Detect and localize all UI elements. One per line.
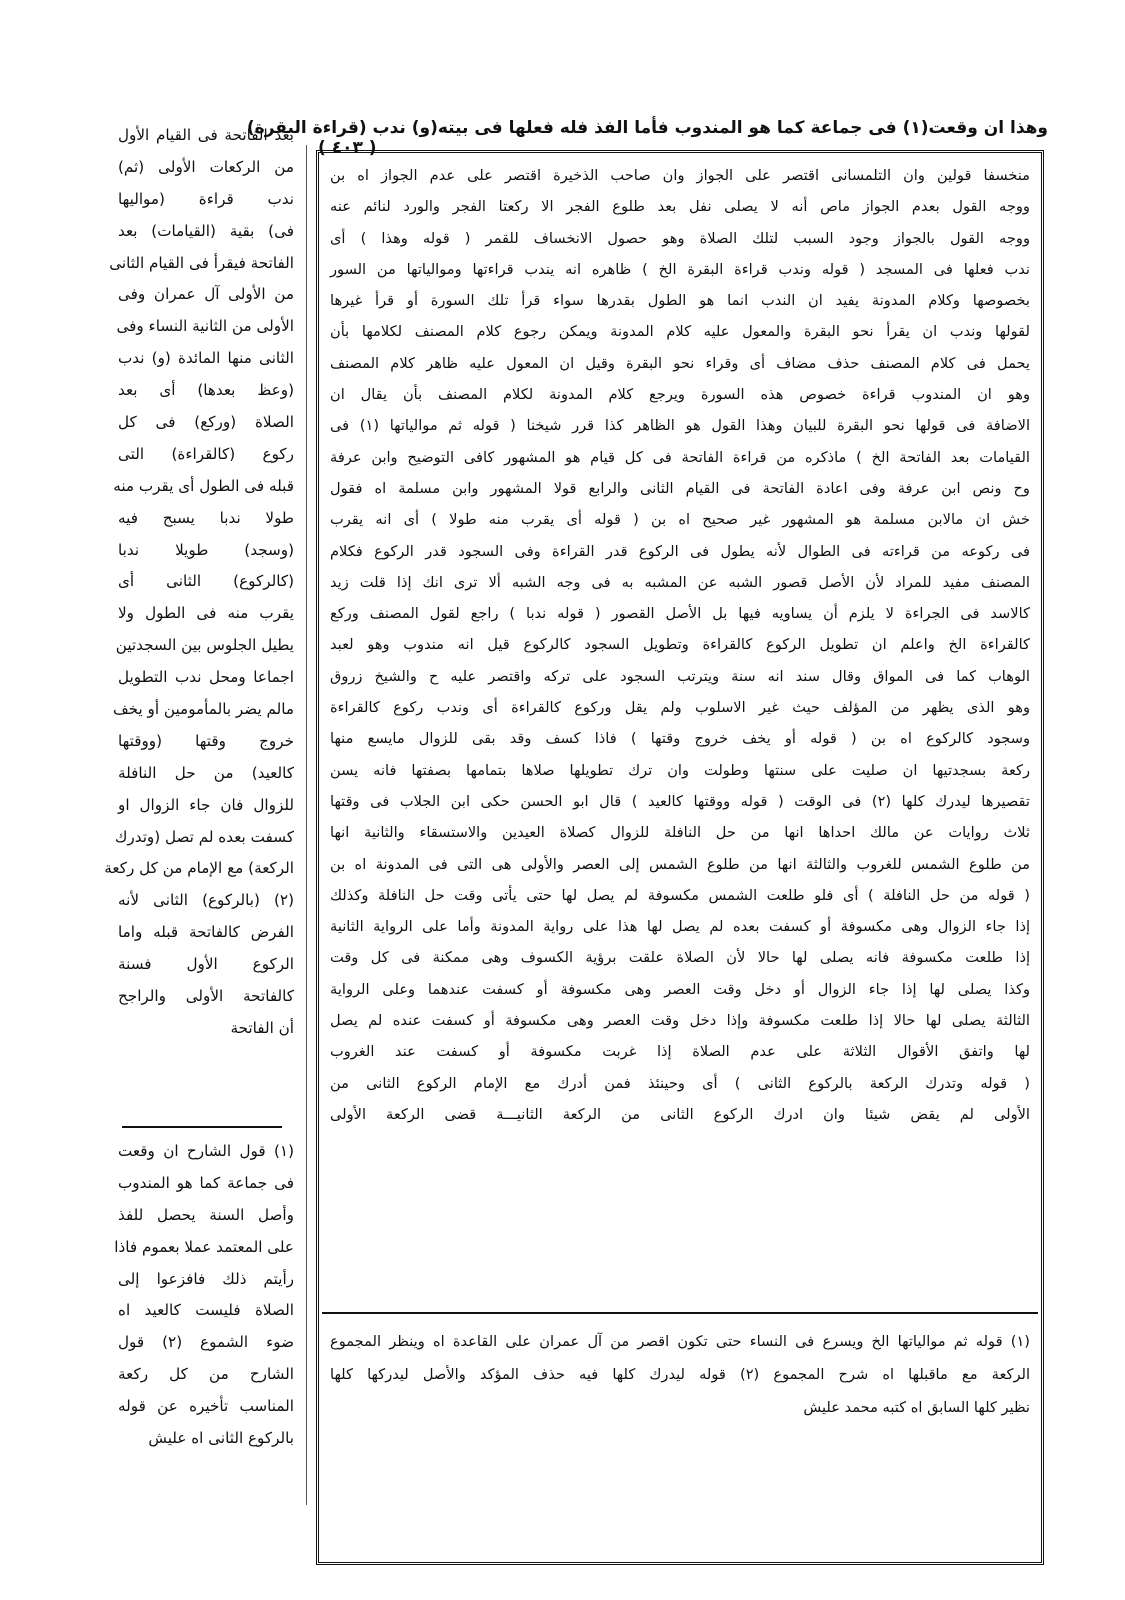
side-footnote-divider [122, 1126, 282, 1128]
side-footnote-line: بالركوع الثانى اه عليش [148, 1429, 294, 1448]
main-line: وهو الذى يظهر من المؤلف حيث غير الاسلوب ولم يقل وركوع كالقراءة أى وندب ركوع كالقراءة [330, 699, 1030, 717]
main-line: المصنف مفيد للمراد لأن الأصل قصور الشبه عن المشبه به فى وجه الشبه ألا ترى انك إذا قلت زيد [330, 573, 1030, 591]
side-line: الثانى منها المائدة (و) ندب [118, 349, 294, 368]
footnote-line: الركعة مع ماقبلها اه شرح المجموع (٢) قوله ليدرك كلها فيه حذف المؤكد والأصل ليدركها كلها [330, 1366, 1030, 1383]
footnote-divider [322, 1312, 1038, 1314]
page-number: ( ٤٠٣ ) [318, 138, 377, 158]
main-line: منخسفا قولين وان التلمسانى اقتصر على الجواز وان صاحب الذخيرة اقتصر على عدم الجواز اه بن [330, 167, 1030, 184]
side-line: ركوع (كالقراءة) التى [118, 444, 294, 463]
header-text: وهذا ان وقعت(١) فى جماعة كما هو المندوب فأما الفذ فله فعلها فى بيته(و) ندب (قراءة البقرة) [246, 118, 1048, 138]
side-matn-column [104, 120, 294, 1130]
main-line: الثالثة يصلى لها حالا إذا طلعت مكسوفة وإذا دخل وقت العصر وهى مكسوفة أو كسفت عنده لم يصل [330, 1012, 1030, 1030]
main-line: وهو ان المندوب قراءة خصوص هذه السورة ويرجع كلام المدونة لكلام المصنف بأن يقال ان [330, 386, 1030, 404]
side-line: الأولى من الثانية النساء وفى [116, 317, 294, 336]
main-line: كالقراءة الخ واعلم ان تطويل الركوع كالقراءة وتطويل السجود كالركوع قيل انه مندوب وهو لعبد [330, 636, 1030, 654]
side-footnote-line: المناسب تأخيره عن قوله [118, 1397, 294, 1416]
side-line: (٢) (بالركوع) الثانى لأنه [118, 891, 294, 910]
side-line: قبله فى الطول أى يقرب منه [113, 476, 294, 495]
side-line: الفاتحة فيقرأ فى القيام الثانى [109, 253, 294, 272]
side-line: مالم يضر بالمأمومين أو يخف [112, 700, 294, 719]
main-line: القيامات بعد الفاتحة الخ ) ماذكره من قراءة الفاتحة فى كل قيام هو المشهور كافى التوضيح وابن عرفة [330, 448, 1030, 466]
main-line: وكذا يصلى لها إذا جاء الزوال أو دخل وقت العصر وهى مكسوفة أو كسفت عندهما وعلى الرواية [330, 980, 1030, 998]
main-line: خش ان مالابن مسلمة هو المشهور غير صحيح اه بن ( قوله أى يقرب منه طولا ) أى انه يقرب [330, 511, 1030, 529]
main-line: الوهاب كما فى المواق وقال سند انه سنة ويترتب السجود على تركه واقتصر عليه ح والشيخ زروق [330, 667, 1030, 685]
side-footnote-line: رأيتم ذلك فافزعوا إلى [118, 1269, 294, 1288]
side-line: الركوع الأول فسنة [118, 955, 294, 974]
main-line: يحمل فى كلام المصنف حذف مضاف أى وقراء نحو البقرة وقيل ان المعول عليه ظاهر كلام المصنف [330, 354, 1030, 372]
side-line: كالفاتحة الأولى والراجح [118, 987, 294, 1006]
main-line: ووجه القول بالجواز وجود السبب لتلك الصلاة وهو حصول الانخساف للقمر ( قوله وهذا ) أى [330, 229, 1030, 247]
side-line: الركعة) مع الإمام من كل ركعة [104, 859, 294, 878]
footnote-line: (١) قوله ثم موالياتها الخ ويسرع فى النساء حتى تكون اقصر من آل عمران على القاعدة اه وينظر المجموع [330, 1333, 1030, 1350]
main-line: الاضافة فى قولها نحو البقرة للبيان وهذا القول هو الظاهر كذا قرر شيخنا ( قوله ثم موالياتها (١) فى [330, 417, 1030, 435]
main-line: ( قوله من حل النافلة ) أى فلو طلعت الشمس مكسوفة لم يصل لها حتى يأتى وقت حل النافلة وكذلك [330, 886, 1030, 904]
main-line: فى ركوعه من قراءته فى الطوال لأنه يطول فى الركوع قدر القراءة وفى السجود قدر الركوع فكلام [330, 542, 1030, 560]
main-line: من طلوع الشمس للغروب والثالثة انها من طلوع الشمس إلى العصر والأولى هى التى فى المدونة اه بن [330, 855, 1030, 873]
main-line: كالاسد فى الجراءة لا يلزم أن يساويه فيها بل الأصل القصور ( قوله ندبا ) راجع لقول المصنف وركع [330, 605, 1030, 623]
side-footnote-line: الصلاة فليست كالعيد اه [118, 1301, 294, 1320]
side-footnote-line: الشارح من كل ركعة [118, 1365, 294, 1384]
side-line: يطيل الجلوس بين السجدتين [115, 636, 294, 655]
main-line: وح ونص ابن عرفة وفى اعادة الفاتحة فى القيام الثانى والرابع قولا المشهور وابن مسلمة اه فقول [330, 479, 1030, 497]
side-line: بعد الفاتحة فى القيام الأول [118, 126, 294, 144]
side-line: اجماعا ومحل ندب التطويل [118, 668, 294, 687]
main-line: ثلاث روايات عن مالك احداها انها من حل النافلة للزوال كصلاة العيدين والاستسقاء والثانية انها [330, 824, 1030, 842]
column-divider [306, 145, 307, 1505]
side-line: (وعظ بعدها) أى بعد [118, 381, 294, 400]
side-line: الصلاة (وركع) فى كل [118, 413, 294, 432]
side-footnote-line: فى جماعة كما هو المندوب [118, 1173, 294, 1192]
side-line: من الركعات الأولى (ثم) [118, 157, 294, 176]
side-line: الفرض كالفاتحة قبله واما [118, 923, 294, 942]
main-line: إذا جاء الزوال وهى مكسوفة أو كسفت بعده لم يصل لها هذا على رواية المدونة وأما على الرواية الثانية [330, 918, 1030, 936]
side-line: (وسجد) طويلا ندبا [118, 540, 294, 559]
main-line: ووجه القول بعدم الجواز ماص أنه لا يصلى نفل بعد طلوع الفجر الا ركعتا الفجر والورد لنائم عنه [330, 198, 1030, 216]
main-line: إذا طلعت مكسوفة فانه يصلى لها حالا لأن الصلاة علقت برؤية الكسوف وهى ممكنة فى كل وقت [330, 949, 1030, 967]
main-line: الأولى لم يقض شيئا وان ادرك الركوع الثانى من الركعة الثانيـــة قضى الركعة الأولى [330, 1105, 1030, 1123]
side-line: يقرب منه فى الطول ولا [118, 604, 294, 623]
side-line: كالعيد) من حل النافلة [118, 763, 294, 782]
side-footnotes [114, 1136, 294, 1496]
side-line: طولا ندبا يسبح فيه [118, 508, 294, 527]
main-line: ندب فعلها فى المسجد ( قوله وندب قراءة البقرة الخ ) ظاهره انه يندب قراءتها وموالياتها من السور [330, 260, 1030, 278]
side-footnote-line: على المعتمد عملا بعموم فاذا [114, 1237, 294, 1256]
main-line: تقصيرها ليدرك كلها (٢) فى الوقت ( قوله ووقتها كالعيد ) قال ابو الحسن حكى ابن الجلاب فى وقتها [330, 792, 1030, 810]
side-line: خروج وقتها (ووقتها [118, 731, 294, 750]
main-line: ركعة بسجدتيها ان صليت على سنتها وطولت وان ترك تطويلها صلاها بتمامها بصفتها فانه يسن [330, 761, 1030, 779]
side-line: فى) بقية (القيامات) بعد [118, 221, 294, 240]
main-line: لها واتفق الأقوال الثلاثة على عدم الصلاة إذا غربت مكسوفة أو كسفت عند الغروب [330, 1043, 1030, 1061]
side-footnote-line: ضوء الشموع (٢) قول [118, 1333, 294, 1352]
side-line: من الأولى آل عمران وفى [118, 285, 294, 304]
main-line: ( قوله وتدرك الركعة بالركوع الثانى ) أى وحينئذ فمن أدرك مع الإمام الركوع الثانى من [330, 1074, 1030, 1092]
side-line: (كالركوع) الثانى أى [118, 572, 294, 591]
side-line: ندب قراءة (مواليها [118, 189, 294, 208]
side-line: أن الفاتحة [230, 1018, 294, 1037]
side-footnote-line: (١) قول الشارح ان وقعت [118, 1142, 294, 1160]
footnote-line: نظير كلها السابق اه كتبه محمد عليش [803, 1399, 1030, 1416]
side-line: للزوال فان جاء الزوال او [118, 795, 294, 814]
side-footnote-line: وأصل السنة يحصل للفذ [118, 1205, 294, 1224]
main-line: بخصوصها وكلام المدونة يفيد ان الندب انما هو الطول بقدرها سواء قرأ تلك السورة أو قرأ غيرها [330, 292, 1030, 310]
main-line: لقولها وندب ان يقرأ نحو البقرة والمعول عليه كلام المدونة ويمكن رجوع كلام المصنف لكلامها بأن [330, 323, 1030, 341]
footnotes [330, 1325, 1030, 1445]
main-line: وسجود كالركوع اه بن ( قوله أو يخف خروج وقتها ) فاذا كسف وقد بقى للزوال مايسع منها [330, 730, 1030, 748]
side-line: كسفت بعده لم تصل (وتدرك [114, 827, 294, 846]
